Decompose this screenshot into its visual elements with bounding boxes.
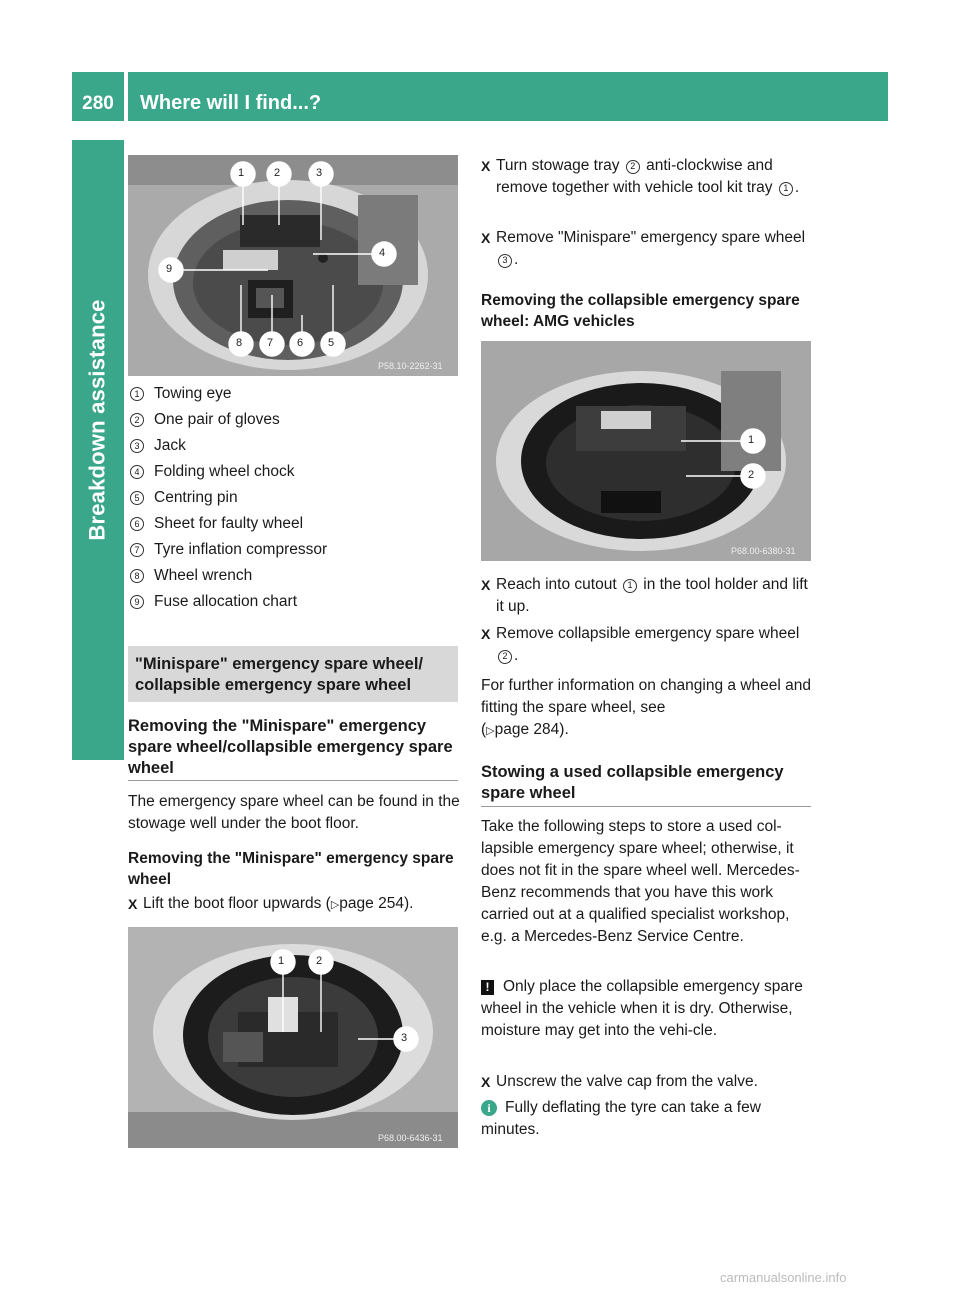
page-ref-icon: ▷	[330, 899, 340, 911]
figure-id: P68.00-6380-31	[731, 546, 796, 556]
collapsible-wheel-photo	[481, 341, 811, 561]
page-title: Where will I find...?	[128, 72, 888, 121]
further-info-paragraph: For further information on changing a wheel and fitting the spare wheel, see (▷page 284).	[481, 677, 812, 738]
page-ref-icon: ▷	[486, 725, 495, 737]
callout-4: 4	[379, 247, 386, 259]
step-remove-minispare: X Remove "Minispare" emergency spare wheel 3 .	[481, 229, 806, 268]
legend-item: 2 One pair of gloves	[130, 411, 280, 429]
callout-1: 1	[278, 955, 285, 967]
heading-divider	[128, 780, 458, 781]
section-heading: Removing the "Minispare" emergency spare wheel/collapsible emergency spare wheel	[128, 717, 453, 777]
legend-item: 3 Jack	[130, 437, 186, 455]
stow-heading: Stowing a used collapsible emergency spare wheel	[481, 763, 784, 802]
figure-id: P58.10-2262-31	[378, 361, 443, 371]
step-marker-icon: X	[481, 626, 491, 642]
info-note: i Fully deflating the tyre can take a few minutes.	[481, 1099, 761, 1138]
watermark: carmanualsonline.info	[720, 1270, 847, 1285]
callout-2: 2	[748, 469, 755, 481]
figure-id: P68.00-6436-31	[378, 1133, 443, 1143]
legend-item: 6 Sheet for faulty wheel	[130, 515, 303, 533]
step-marker-icon: X	[481, 230, 491, 246]
legend-item: 7 Tyre inflation compressor	[130, 541, 327, 559]
step-marker-icon: X	[481, 158, 491, 174]
step-unscrew-valve-cap: X Unscrew the valve cap from the valve.	[481, 1071, 813, 1093]
step-remove-collapsible: X Remove collapsible emergency spare wheel 2 .	[481, 625, 800, 664]
step-turn-stowage-tray: X Turn stowage tray 2 anti-clockwise and remove together with vehicle tool kit tray 1 .	[481, 157, 800, 196]
callout-3: 3	[316, 167, 323, 179]
callout-2: 2	[274, 167, 281, 179]
legend-item: 4 Folding wheel chock	[130, 463, 294, 481]
legend-item: 8 Wheel wrench	[130, 567, 252, 585]
step-marker-icon: X	[481, 577, 491, 593]
page-number: 280	[72, 72, 124, 121]
info-icon: i	[481, 1100, 497, 1116]
callout-7: 7	[267, 337, 274, 349]
legend-item: 9 Fuse allocation chart	[130, 593, 297, 611]
intro-paragraph: The emergency spare wheel can be found in the stowage well under the boot floor.	[128, 793, 460, 832]
amg-heading: Removing the collapsible emergency spare wheel: AMG vehicles	[481, 292, 800, 330]
callout-1: 1	[238, 167, 245, 179]
warning-note: ! Only place the collapsible emergency spare wheel in the vehicle when it is dry. Otherwise, moisture may get into the vehi-cle.	[481, 978, 803, 1039]
callout-1: 1	[748, 434, 755, 446]
step-marker-icon: X	[481, 1074, 491, 1090]
section-heading-box: "Minispare" emergency spare wheel/ collapsible emergency spare wheel	[128, 646, 458, 702]
step-reach-cutout: X Reach into cutout 1 in the tool holder and lift it up.	[481, 576, 808, 615]
side-tab-label: Breakdown assistance	[85, 299, 111, 541]
callout-5: 5	[328, 337, 335, 349]
callout-6: 6	[297, 337, 304, 349]
step-marker-icon: X	[128, 896, 138, 912]
spare-wheel-well-photo	[128, 155, 458, 376]
legend-item: 5 Centring pin	[130, 489, 238, 507]
stow-paragraph: Take the following steps to store a used col-lapsible emergency spare wheel; otherwise, it does not fit in the spare wheel well. Mercedes-Benz recommends that you have this work carried out at a qualified specialist workshop, e.g. a Mercedes-Benz Service Centre.	[481, 818, 800, 945]
legend-item: 1 Towing eye	[130, 385, 232, 403]
minispare-wheel-photo	[128, 927, 458, 1148]
callout-2: 2	[316, 955, 323, 967]
side-tab-marker	[72, 700, 124, 760]
step-lift-boot-floor: X Lift the boot floor upwards (▷page 254).	[128, 893, 458, 916]
warning-icon: !	[481, 980, 494, 995]
callout-8: 8	[236, 337, 243, 349]
heading-divider	[481, 806, 811, 807]
callout-9: 9	[166, 263, 173, 275]
subheading: Removing the "Minispare" emergency spare wheel	[128, 850, 454, 888]
callout-3: 3	[401, 1032, 408, 1044]
